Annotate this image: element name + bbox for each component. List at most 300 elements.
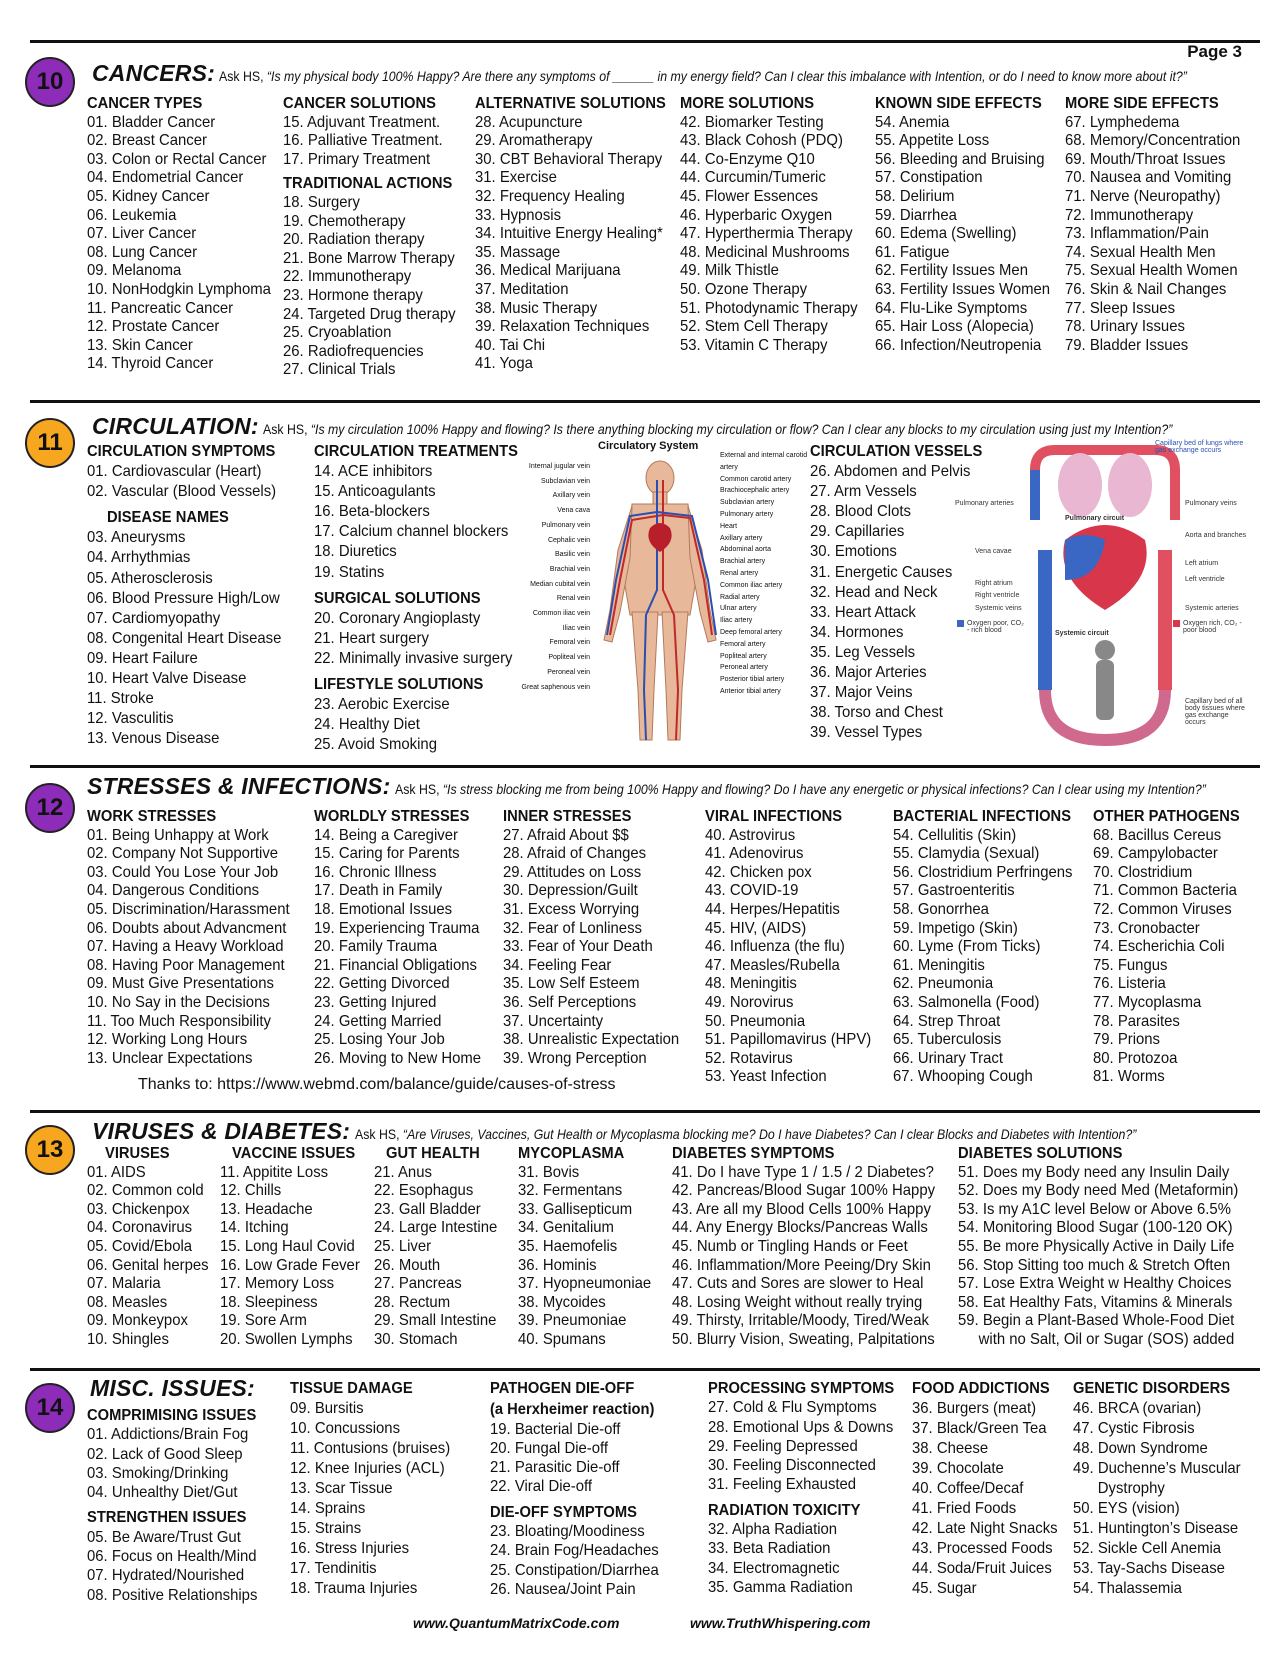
column-title-2: (a Herxheimer reaction) — [490, 1401, 655, 1419]
list-item: 23. Getting Injured — [314, 993, 437, 1011]
list-item: 27. Clinical Trials — [283, 361, 396, 379]
item-list — [283, 194, 469, 380]
list-item: 05. Discrimination/Harassment — [87, 900, 290, 918]
list-item: 18. Emotional Issues — [314, 900, 453, 918]
list-item: 17. Primary Treatment — [283, 150, 431, 168]
list-item: 53. Tay-Sachs Disease — [1073, 1560, 1225, 1577]
list-item: 11. Appitite Loss — [220, 1163, 329, 1181]
list-item: 62. Pneumonia — [893, 975, 994, 993]
column-title: COMPRIMISING ISSUES — [87, 1407, 257, 1424]
list-item: 02. Company Not Supportive — [87, 845, 279, 863]
list-item: 36. Medical Marijuana — [475, 262, 621, 280]
list-item: 58. Gonorrhea — [893, 900, 989, 918]
column-title: GUT HEALTH — [386, 1145, 480, 1162]
list-item: 35. Gamma Radiation — [708, 1578, 853, 1596]
list-item: 25. Cryoablation — [283, 324, 392, 342]
list-item: 68. Bacillus Cereus — [1093, 826, 1222, 844]
s12-col-2 — [314, 808, 494, 1068]
list-item: 24. Large Intestine — [374, 1219, 498, 1237]
figure-label: Brachiocephalic artery — [720, 487, 790, 495]
section-13-header — [92, 1118, 1242, 1145]
list-item: 29. Attitudes on Loss — [503, 863, 642, 881]
list-item: 11. Too Much Responsibility — [87, 1012, 271, 1030]
column-title: CIRCULATION SYMPTOMS — [87, 443, 276, 460]
list-item: 32. Fermentans — [518, 1182, 623, 1200]
list-item: 14. Thyroid Cancer — [87, 355, 214, 373]
list-item: 01. Addictions/Brain Fog — [87, 1426, 249, 1444]
list-item: 17. Death in Family — [314, 882, 443, 900]
list-item: 05. Atherosclerosis — [87, 569, 213, 587]
figure-label: Posterior tibial artery — [720, 676, 785, 684]
list-item: 21. Anus — [374, 1163, 432, 1181]
figure-label: Basilic vein — [554, 551, 590, 559]
list-item: 22. Minimally invasive surgery — [314, 649, 513, 667]
list-item: 32. Head and Neck — [810, 583, 938, 601]
list-item: 13. Unclear Expectations — [87, 1049, 253, 1067]
list-item: 61. Meningitis — [893, 956, 985, 974]
list-item: 77. Mycoplasma — [1093, 993, 1202, 1011]
list-item: 38. Torso and Chest — [810, 704, 943, 722]
column-title: WORK STRESSES — [87, 808, 217, 825]
figure-title: Circulatory System — [598, 440, 699, 452]
label-right-atrium: Right atrium — [975, 580, 1013, 587]
item-list — [958, 1164, 1259, 1350]
figure-label: External and internal carotid artery — [720, 452, 808, 471]
list-item: 43. Are all my Blood Cells 100% Happy — [672, 1200, 931, 1218]
section-12-question: “Is stress blocking me from being 100% Happy and flowing? Do I have any energetic or physical infections? Can I clear using my Intention?” — [442, 781, 1206, 797]
list-item: 33. Beta Radiation — [708, 1540, 831, 1558]
list-item: 59. Impetigo (Skin) — [893, 919, 1018, 937]
list-item: 36. Major Arteries — [810, 664, 927, 682]
column-title: KNOWN SIDE EFFECTS — [875, 95, 1042, 112]
list-item: 25. Avoid Smoking — [314, 736, 437, 754]
column-title: TISSUE DAMAGE — [290, 1380, 413, 1397]
figure-label: Common carotid artery — [720, 475, 792, 483]
list-item: 51. Photodynamic Therapy — [680, 299, 858, 317]
column-title: VIRUSES — [105, 1145, 170, 1162]
section-11-badge: 11 — [25, 418, 75, 468]
section-10-header — [92, 60, 1280, 87]
list-item: 72. Common Viruses — [1093, 900, 1232, 918]
list-item: 44. Soda/Fruit Juices — [912, 1560, 1052, 1577]
list-item: 24. Getting Married — [314, 1012, 442, 1030]
list-item: 25. Constipation/Diarrhea — [490, 1561, 659, 1579]
list-item: 59. Begin a Plant-Based Whole-Food Diet — [958, 1312, 1235, 1330]
list-item: 40. Astrovirus — [705, 826, 796, 844]
section-12-header — [87, 773, 1280, 800]
figure-label: Peroneal artery — [720, 664, 768, 672]
list-item: 49. Norovirus — [705, 993, 794, 1011]
list-item: 46. Influenza (the flu) — [705, 938, 845, 956]
list-item: 74. Escherichia Coli — [1093, 938, 1225, 956]
s14-col-2 — [290, 1379, 462, 1599]
list-item: 42. Late Night Snacks — [912, 1520, 1058, 1537]
figure-label: Axillary artery — [720, 534, 763, 542]
figure-label: Radial artery — [720, 593, 760, 601]
list-item: 08. Lung Cancer — [87, 243, 198, 261]
list-item: 20. Family Trauma — [314, 938, 438, 956]
figure-right-labels — [720, 450, 820, 698]
list-item: 42. Pancreas/Blood Sugar 100% Happy — [672, 1182, 936, 1200]
item-list — [87, 114, 285, 374]
list-item: 20. Fungal Die-off — [490, 1439, 609, 1457]
list-item: 30. Stomach — [374, 1330, 458, 1348]
list-item: 50. Pneumonia — [705, 1012, 806, 1030]
legend-oxygen-poor: Oxygen poor, CO₂ - rich blood — [967, 620, 1024, 634]
column-title: VIRAL INFECTIONS — [705, 808, 843, 825]
list-item: 15. Strains — [290, 1520, 362, 1537]
list-item: 40. Spumans — [518, 1330, 606, 1348]
list-item: 20. Swollen Lymphs — [220, 1330, 353, 1348]
section-13-question: “Are Viruses, Vaccines, Gut Health or Mycoplasma blocking me? Do I have Diabetes? Can I clear Blocks and Diabetes with Intention?” — [402, 1126, 1136, 1142]
figure-label: Heart — [720, 522, 738, 530]
list-item: 06. Leukemia — [87, 206, 177, 224]
footer-link-left[interactable]: www.QuantumMatrixCode.com — [413, 1615, 620, 1631]
column-subtitle: SURGICAL SOLUTIONS — [314, 589, 481, 607]
s13-col-3 — [374, 1145, 507, 1350]
list-item: 11. Pancreatic Cancer — [87, 299, 234, 317]
list-item: 56. Clostridium Perfringens — [893, 863, 1073, 881]
list-item: 11. Stroke — [87, 690, 154, 708]
list-item: 09. Heart Failure — [87, 649, 198, 667]
list-item: 37. Meditation — [475, 280, 569, 298]
list-item: 41. Fried Foods — [912, 1500, 1017, 1517]
figure-label: Renal artery — [720, 569, 759, 577]
s13-col-6 — [958, 1145, 1259, 1350]
list-item: 71. Common Bacteria — [1093, 882, 1237, 900]
list-item: 28. Rectum — [374, 1293, 451, 1311]
s12-col-1 — [87, 808, 305, 1068]
page-number: Page 3 — [1187, 42, 1242, 61]
list-item: 23. Gall Bladder — [374, 1200, 481, 1218]
list-item: 29. Capillaries — [810, 523, 905, 541]
list-item: 06. Genital herpes — [87, 1256, 209, 1274]
list-item: 29. Feeling Depressed — [708, 1437, 858, 1455]
s12-col-3 — [503, 808, 692, 1068]
list-item: 30. CBT Behavioral Therapy — [475, 150, 663, 168]
list-item: 07. Hydrated/Nourished — [87, 1567, 245, 1585]
section-14-badge: 14 — [25, 1383, 75, 1433]
legend-oxygen-rich: Oxygen rich, CO₂ - poor blood — [1183, 620, 1242, 634]
item-list — [87, 1528, 271, 1605]
list-item: 01. Bladder Cancer — [87, 113, 216, 131]
s14-col-5 — [912, 1379, 1069, 1599]
figure-label: Ulnar artery — [720, 605, 757, 613]
label-systemic-circuit: Systemic circuit — [1055, 630, 1109, 637]
item-list — [220, 1164, 370, 1350]
list-item: 28. Acupuncture — [475, 113, 583, 131]
s13-col-5 — [672, 1145, 955, 1350]
figure-label: Great saphenous vein — [521, 683, 590, 691]
list-item: 17. Tendinitis — [290, 1560, 377, 1577]
list-item: 03. Could You Lose Your Job — [87, 863, 279, 881]
list-item: 30. Depression/Guilt — [503, 882, 638, 900]
list-item: 24. Brain Fog/Headaches — [490, 1542, 659, 1560]
list-item: 02. Lack of Good Sleep — [87, 1445, 243, 1463]
list-item: 57. Gastroenteritis — [893, 882, 1015, 900]
list-item: 26. Mouth — [374, 1256, 441, 1274]
list-item: 29. Aromatherapy — [475, 132, 593, 150]
list-item: 75. Sexual Health Women — [1065, 262, 1238, 280]
list-item: 44. Co-Enzyme Q10 — [680, 150, 815, 168]
list-item: 50. Blurry Vision, Sweating, Palpitations — [672, 1330, 935, 1348]
list-item: 51. Papillomavirus (HPV) — [705, 1031, 872, 1049]
list-item: 49. Milk Thistle — [680, 262, 779, 280]
item-list — [87, 528, 296, 749]
list-item: 50. EYS (vision) — [1073, 1500, 1180, 1517]
list-item: 09. Monkeypox — [87, 1312, 188, 1330]
list-item: 45. Numb or Tingling Hands or Feet — [672, 1237, 908, 1255]
list-item: 65. Tuberculosis — [893, 1031, 1002, 1049]
list-item: 31. Exercise — [475, 169, 557, 187]
list-item: 27. Cold & Flu Symptoms — [708, 1399, 877, 1417]
list-item: 60. Lyme (From Ticks) — [893, 938, 1041, 956]
list-item: 11. Contusions (bruises) — [290, 1440, 451, 1457]
s14-col-1 — [87, 1406, 271, 1605]
list-item: 45. Sugar — [912, 1580, 977, 1597]
figure-label: Peroneal vein — [547, 668, 590, 676]
list-item: 27. Arm Vessels — [810, 483, 917, 501]
list-item: 48. Medicinal Mushrooms — [680, 243, 850, 261]
list-item: 17. Calcium channel blockers — [314, 523, 509, 541]
list-item: 31. Excess Worrying — [503, 900, 640, 918]
label-pulmonary-veins: Pulmonary veins — [1185, 500, 1237, 507]
item-list — [518, 1164, 661, 1350]
list-item: 07. Malaria — [87, 1275, 161, 1293]
figure-label: Iliac vein — [562, 624, 590, 632]
list-item: 44. Curcumin/Tumeric — [680, 169, 826, 187]
item-list — [314, 827, 494, 1069]
list-item: 07. Liver Cancer — [87, 225, 197, 243]
list-item: 53. Vitamin C Therapy — [680, 336, 828, 354]
list-item: 43. COVID-19 — [705, 882, 799, 900]
figure-label: Common iliac artery — [720, 581, 783, 589]
list-item: 77. Sleep Issues — [1065, 299, 1176, 317]
list-item: 10. Heart Valve Disease — [87, 670, 247, 688]
list-item: 38. Mycoides — [518, 1293, 606, 1311]
list-item: 14. Being a Caregiver — [314, 826, 458, 844]
column-subtitle: RADIATION TOXICITY — [708, 1501, 861, 1519]
list-item: 36. Burgers (meat) — [912, 1400, 1037, 1417]
section-10-ask: Ask HS, — [219, 68, 264, 84]
section-11-ask: Ask HS, — [263, 421, 308, 437]
s13-col-1 — [87, 1145, 218, 1350]
list-item: 69. Campylobacter — [1093, 845, 1218, 863]
list-item: 30. Emotions — [810, 543, 897, 561]
list-item: 38. Music Therapy — [475, 299, 598, 317]
item-list — [503, 827, 692, 1069]
item-list — [893, 827, 1086, 1087]
rule-11 — [30, 400, 1260, 403]
list-item: 60. Edema (Swelling) — [875, 225, 1017, 243]
list-item: 44. Any Energy Blocks/Pancreas Walls — [672, 1219, 928, 1237]
list-item: 76. Listeria — [1093, 975, 1166, 993]
figure-label: Popliteal vein — [548, 654, 590, 662]
figure-left-labels — [510, 460, 590, 695]
list-item: 20. Radiation therapy — [283, 231, 425, 249]
list-item: 20. Coronary Angioplasty — [314, 609, 481, 627]
list-item: 78. Urinary Issues — [1065, 318, 1185, 336]
list-item: 15. Anticoagulants — [314, 483, 436, 501]
figure-label: Femoral vein — [549, 639, 590, 647]
label-left-ventricle: Left ventricle — [1185, 576, 1225, 583]
list-item: 31. Feeling Exhausted — [708, 1476, 857, 1494]
list-item: 21. Parasitic Die-off — [490, 1459, 620, 1477]
list-item: 10. No Say in the Decisions — [87, 993, 270, 1011]
list-item: 06. Doubts about Advancment — [87, 919, 287, 937]
label-pulmonary-circuit: Pulmonary circuit — [1065, 515, 1125, 522]
item-list — [283, 114, 469, 170]
item-list — [314, 695, 536, 755]
circulatory-system-figure — [520, 440, 808, 756]
list-item: 23. Aerobic Exercise — [314, 696, 450, 714]
list-item: 19. Statins — [314, 563, 385, 581]
top-rule — [30, 40, 1260, 43]
list-item: 54. Thalassemia — [1073, 1580, 1182, 1597]
list-item: 39. Pneumoniae — [518, 1312, 627, 1330]
list-item: 12. Prostate Cancer — [87, 318, 220, 336]
figure-label: Common iliac vein — [532, 610, 590, 618]
column-title: CANCER SOLUTIONS — [283, 95, 436, 112]
label-capillary-bottom: Capillary bed of all body tissues where gas exchange occurs — [1185, 698, 1245, 726]
list-item: 51. Huntington’s Disease — [1073, 1520, 1239, 1537]
circulation-circuit-figure — [955, 440, 1250, 756]
list-item: 19. Bacterial Die-off — [490, 1420, 621, 1438]
s10-col-1 — [87, 95, 285, 374]
list-item: 04. Coronavirus — [87, 1219, 193, 1237]
figure-label: Abdominal aorta — [720, 546, 771, 554]
list-item: 64. Strep Throat — [893, 1012, 1001, 1030]
list-item: 22. Immunotherapy — [283, 268, 412, 286]
list-item: 47. Hyperthermia Therapy — [680, 225, 853, 243]
list-item: 57. Lose Extra Weight w Healthy Choices — [958, 1275, 1232, 1293]
list-item: 13. Skin Cancer — [87, 336, 193, 354]
list-item: 09. Melanoma — [87, 262, 182, 280]
item-list — [672, 1164, 955, 1350]
section-11-title: CIRCULATION: — [92, 413, 259, 439]
column-title: MORE SIDE EFFECTS — [1065, 95, 1219, 112]
list-item: 54. Cellulitis (Skin) — [893, 826, 1017, 844]
list-item: 32. Alpha Radiation — [708, 1521, 838, 1539]
list-item: 42. Chicken pox — [705, 863, 812, 881]
column-title: OTHER PATHOGENS — [1093, 808, 1240, 825]
s10-col-3 — [475, 95, 682, 374]
list-item: 26. Radiofrequencies — [283, 342, 424, 360]
item-list — [875, 114, 1063, 356]
list-item: 38. Unrealistic Expectation — [503, 1031, 680, 1049]
item-list — [87, 1425, 271, 1502]
column-title: PROCESSING SYMPTOMS — [708, 1380, 895, 1397]
list-item: 52. Stem Cell Therapy — [680, 318, 828, 336]
figure-label: Femoral artery — [720, 640, 766, 648]
list-item: 67. Whooping Cough — [893, 1068, 1033, 1086]
item-list — [290, 1399, 462, 1599]
list-item: 01. Being Unhappy at Work — [87, 826, 269, 844]
list-item: 04. Arrhythmias — [87, 549, 191, 567]
list-item: 21. Financial Obligations — [314, 956, 477, 974]
label-pulmonary-arteries: Pulmonary arteries — [955, 500, 1014, 507]
list-item: 14. Itching — [220, 1219, 289, 1237]
list-item: 02. Vascular (Blood Vessels) — [87, 483, 277, 501]
s10-col-6 — [1065, 95, 1254, 355]
list-item: 19. Sore Arm — [220, 1312, 307, 1330]
list-item: 47. Cuts and Sores are slower to Heal — [672, 1275, 924, 1293]
list-item: 36. Hominis — [518, 1256, 597, 1274]
list-item: 55. Clamydia (Sexual) — [893, 845, 1040, 863]
list-item: 16. Beta-blockers — [314, 503, 430, 521]
list-item: 07. Having a Heavy Workload — [87, 938, 284, 956]
s13-col-4 — [518, 1145, 661, 1350]
column-subtitle: DISEASE NAMES — [107, 509, 229, 527]
figure-label: Brachial artery — [720, 558, 766, 566]
list-item: 14. Sprains — [290, 1500, 366, 1517]
list-item: 17. Memory Loss — [220, 1275, 335, 1293]
list-item: 46. BRCA (ovarian) — [1073, 1400, 1202, 1417]
s11-col-1 — [87, 442, 296, 749]
figure-label: Median cubital vein — [530, 580, 590, 588]
s11-col-2 — [314, 442, 536, 755]
list-item: 70. Clostridium — [1093, 863, 1193, 881]
list-item: 58. Eat Healthy Fats, Vitamins & Minerals — [958, 1293, 1233, 1311]
section-11-header — [92, 413, 1280, 440]
list-item: 66. Urinary Tract — [893, 1049, 1003, 1067]
list-item: 08. Positive Relationships — [87, 1586, 258, 1604]
list-item: 45. HIV, (AIDS) — [705, 919, 807, 937]
list-item: 54. Anemia — [875, 113, 950, 131]
list-item: 21. Bone Marrow Therapy — [283, 249, 455, 267]
item-list — [87, 1164, 218, 1350]
s14-col-3 — [490, 1379, 671, 1599]
figure-label: Popliteal artery — [720, 652, 767, 660]
list-item: 03. Chickenpox — [87, 1200, 190, 1218]
list-item: 80. Protozoa — [1093, 1049, 1178, 1067]
section-12-badge: 12 — [25, 783, 75, 833]
list-item: 56. Stop Sitting too much & Stretch Often — [958, 1256, 1231, 1274]
list-item: 78. Parasites — [1093, 1012, 1180, 1030]
footer-link-right[interactable]: www.TruthWhispering.com — [690, 1615, 871, 1631]
list-item: 73. Cronobacter — [1093, 919, 1200, 937]
column-subtitle: TRADITIONAL ACTIONS — [283, 175, 453, 193]
list-item: 68. Memory/Concentration — [1065, 132, 1241, 150]
list-item: 56. Bleeding and Bruising — [875, 150, 1045, 168]
list-item: 39. Wrong Perception — [503, 1049, 647, 1067]
section-12-title: STRESSES & INFECTIONS: — [87, 773, 391, 799]
list-item: 36. Self Perceptions — [503, 993, 637, 1011]
list-item: 24. Targeted Drug therapy — [283, 305, 456, 323]
list-item: 04. Dangerous Conditions — [87, 882, 260, 900]
label-aorta: Aorta and branches — [1185, 532, 1247, 539]
list-item: 05. Be Aware/Trust Gut — [87, 1528, 241, 1546]
list-item: 03. Colon or Rectal Cancer — [87, 150, 267, 168]
list-item: 58. Delirium — [875, 187, 955, 205]
list-item: 18. Diuretics — [314, 543, 397, 561]
list-item: 35. Massage — [475, 243, 561, 261]
s12-col-6 — [1093, 808, 1252, 1087]
s14-col-4 — [708, 1379, 910, 1597]
figure-label: Subclavian artery — [720, 499, 775, 507]
list-item: 70. Nausea and Vomiting — [1065, 169, 1232, 187]
list-item: 28. Blood Clots — [810, 503, 911, 521]
list-item: 51. Does my Body need any Insulin Daily — [958, 1163, 1230, 1181]
list-item: 10. NonHodgkin Lymphoma — [87, 280, 271, 298]
list-item: 42. Biomarker Testing — [680, 113, 824, 131]
list-item: 34. Intuitive Energy Healing* — [475, 225, 663, 243]
list-item: 26. Moving to New Home — [314, 1049, 482, 1067]
section-11-question: “Is my circulation 100% Happy and flowing? Is there anything blocking my circulation or flow? Can I clear any blocks to my circulation using just my Intention?” — [311, 421, 1173, 437]
column-title: WORLDLY STRESSES — [314, 808, 470, 825]
list-item: 33. Gallisepticum — [518, 1200, 633, 1218]
list-item: 19. Experiencing Trauma — [314, 919, 480, 937]
